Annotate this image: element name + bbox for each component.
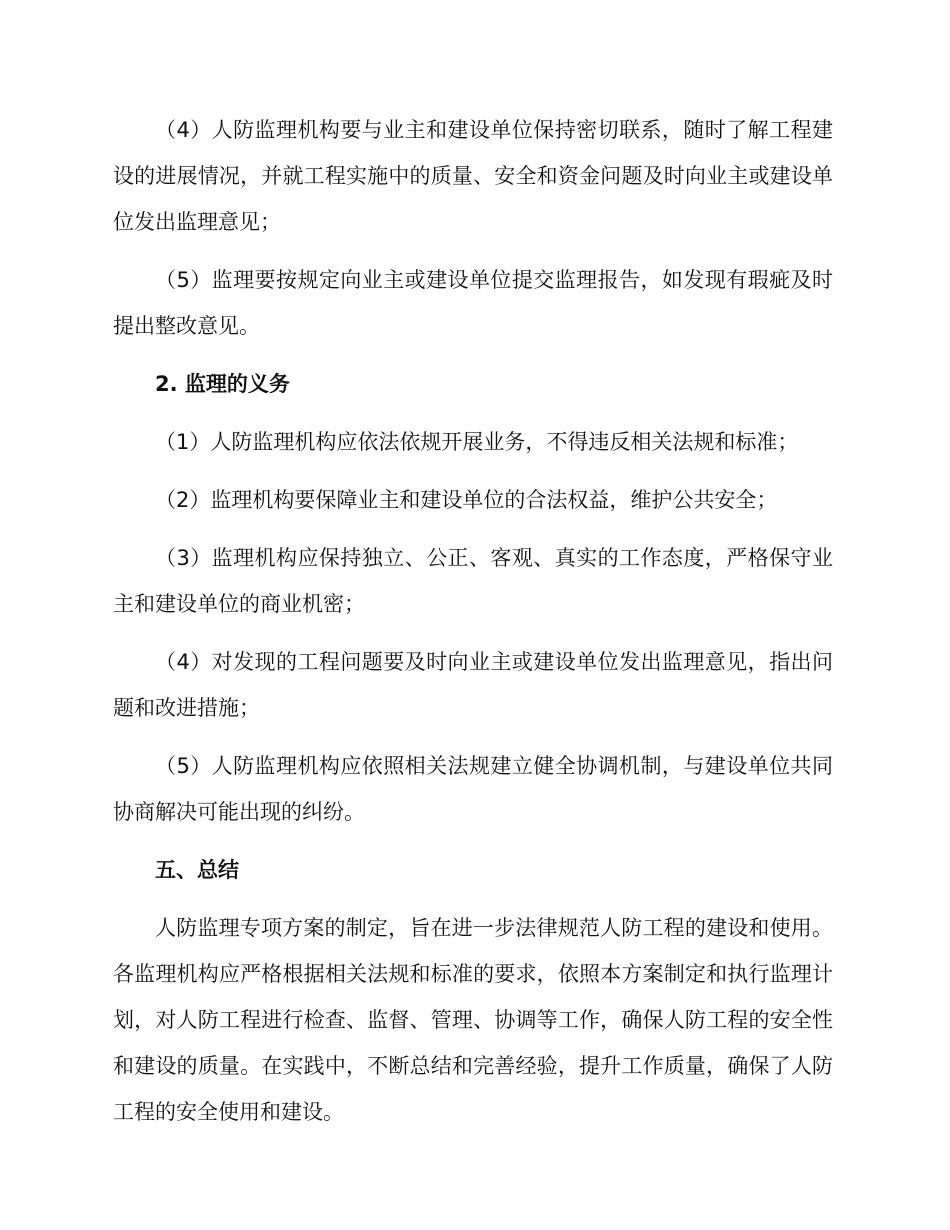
paragraph-obligation-5: （5）人防监理机构应依照相关法规建立健全协调机制，与建设单位共同协商解决可能出现的纠纷。 <box>113 754 833 824</box>
paragraph-obligation-3: （3）监理机构应保持独立、公正、客观、真实的工作态度，严格保守业主和建设单位的商业机密； <box>113 546 833 616</box>
paragraph-supervisor-right-4: （4）人防监理机构要与业主和建设单位保持密切联系，随时了解工程建设的进展情况，并就工程实施中的质量、安全和资金问题及时向业主或建设单位发出监理意见； <box>113 118 833 234</box>
paragraph-obligation-1: （1）人防监理机构应依法依规开展业务，不得违反相关法规和标准； <box>155 430 799 454</box>
document-body <box>113 107 833 1147</box>
paragraph-supervisor-right-5: （5）监理要按规定向业主或建设单位提交监理报告，如发现有瑕疵及时提出整改意见。 <box>113 268 833 338</box>
paragraph-obligation-4: （4）对发现的工程问题要及时向业主或建设单位发出监理意见，指出问题和改进措施； <box>113 650 833 720</box>
section-heading-summary: 五、总结 <box>155 858 239 882</box>
paragraph-summary: 人防监理专项方案的制定，旨在进一步法律规范人防工程的建设和使用。各监理机构应严格根据相关法规和标准的要求，依照本方案制定和执行监理计划，对人防工程进行检查、监督、管理、协调等工作，确保人防工程的安全性和建设的质量。在实践中，不断总结和完善经验，提升工作质量，确保了人防工程的安全使用和建设。 <box>113 916 833 1124</box>
section-heading-obligations: 2. 监理的义务 <box>155 372 290 396</box>
paragraph-obligation-2: （2）监理机构要保障业主和建设单位的合法权益，维护公共安全； <box>155 488 778 512</box>
